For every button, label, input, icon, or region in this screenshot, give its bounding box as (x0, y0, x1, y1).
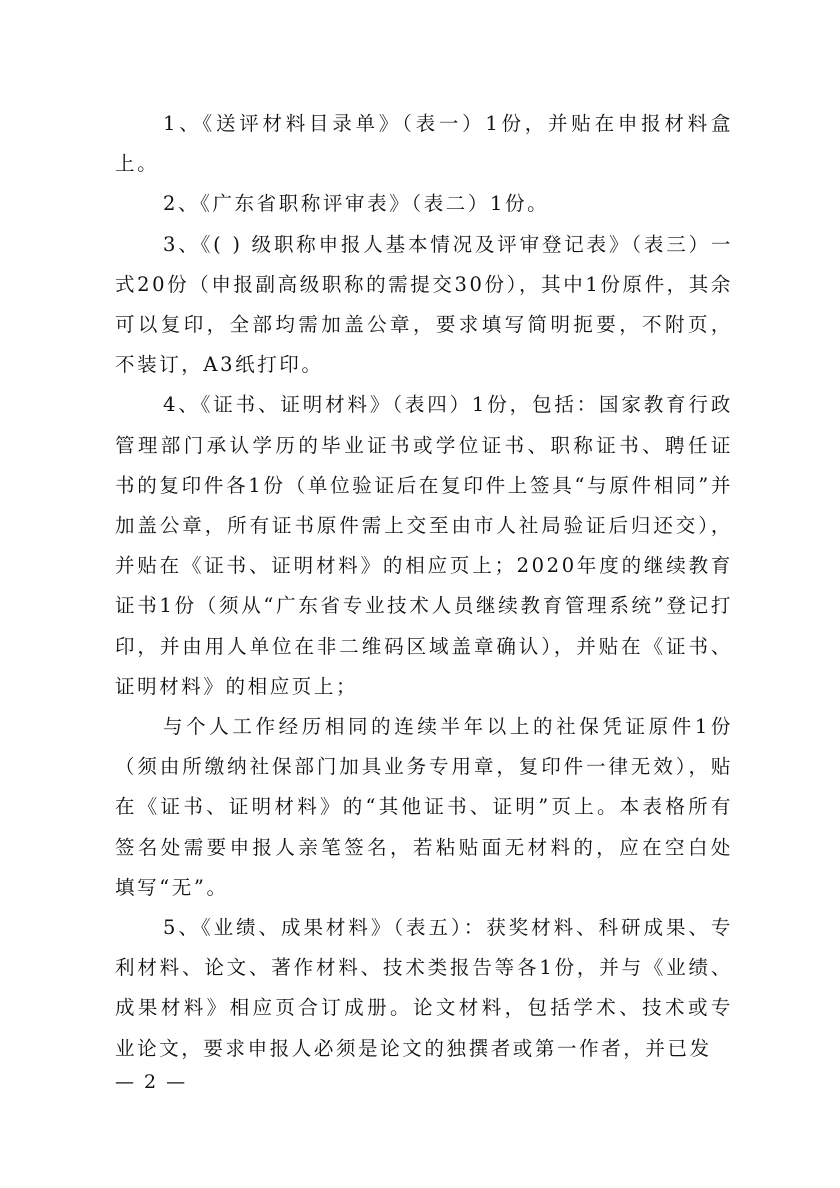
paragraph-item-1: 1、《送评材料目录单》（表一）1份，并贴在申报材料盒上。 (115, 112, 733, 176)
document-body (115, 104, 733, 1069)
paragraph-item-4: 4、《证书、证明材料》（表四）1份，包括：国家教育行政管理部门承认学历的毕业证书或学位证书、职称证书、聘任证书的复印件各1份（单位验证后在复印件上签具“与原件相同”并加盖公章，所有证书原件需上交至由市人社局验证后归还交），并贴在《证书、证明材料》的相应页上；2020年度的继续教育证书1份（须从“广东省专业技术人员继续教育管理系统”登记打印，并由用人单位在非二维码区域盖章确认），并贴在《证书、证明材料》的相应页上； (115, 393, 733, 698)
paragraph-item-3: 3、《( ) 级职称申报人基本情况及评审登记表》（表三）一式20份（申报副高级职称的需提交30份），其中1份原件，其余可以复印，全部均需加盖公章，要求填写简明扼要，不附页，不装订，A3纸打印。 (115, 232, 733, 377)
page-number: — 2 — (115, 1071, 188, 1093)
paragraph-item-5: 5、《业绩、成果材料》（表五）：获奖材料、科研成果、专利材料、论文、著作材料、技术类报告等各1份，并与《业绩、成果材料》相应页合订成册。论文材料，包括学术、技术或专业论文，要求申报人必须是论文的独撰者或第一作者，并已发 (115, 916, 733, 1060)
paragraph-social-security: 与个人工作经历相同的连续半年以上的社保凭证原件1份（须由所缴纳社保部门加具业务专用章，复印件一律无效），贴在《证书、证明材料》的“其他证书、证明”页上。本表格所有签名处需要申报人亲笔签名，若粘贴面无材料的，应在空白处填写“无”。 (115, 715, 733, 899)
paragraph-item-2: 2、《广东省职称评审表》（表二）1份。 (163, 192, 550, 216)
